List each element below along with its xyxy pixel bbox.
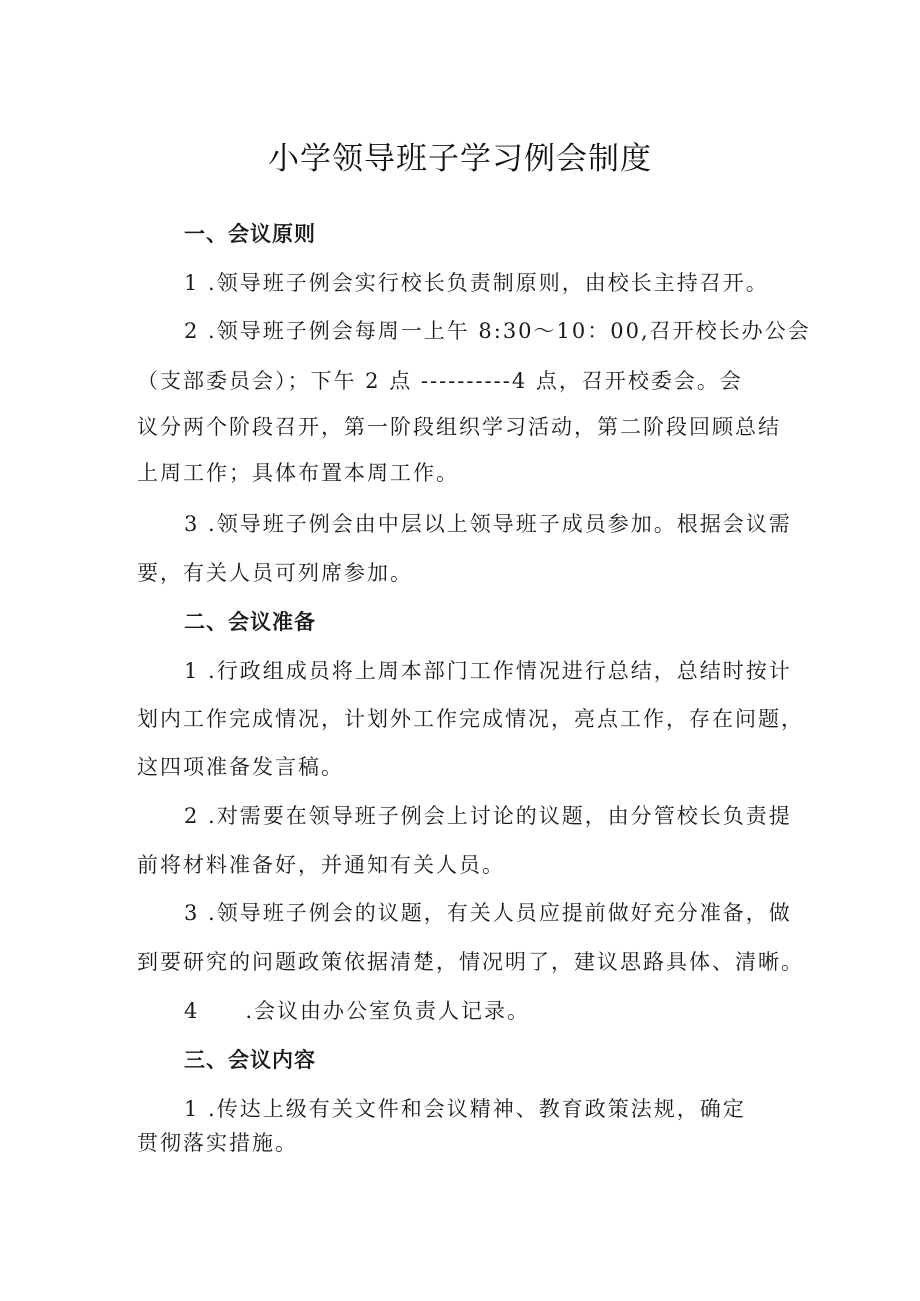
paragraph-line: 2 .领导班子例会每周一上午 8:30～10：00,召开校长办公会 [184,319,811,343]
paragraph-line: 1 .行政组成员将上周本部门工作情况进行总结，总结时按计 [184,659,792,683]
paragraph-line: 上周工作；具体布置本周工作。 [137,461,459,485]
paragraph-line: 前将材料准备好，并通知有关人员。 [137,853,505,877]
paragraph-line: 1 .传达上级有关文件和会议精神、教育政策法规，确定 [184,1097,746,1121]
paragraph-line: （支部委员会）；下午 2 点 ----------4 点，召开校委会。会 [137,369,743,393]
paragraph-line: 3 .领导班子例会由中层以上领导班子成员参加。根据会议需 [184,512,792,536]
paragraph-line: 3 .领导班子例会的议题，有关人员应提前做好充分准备，做 [184,901,792,925]
section-heading-content: 三、会议内容 [184,1048,316,1072]
section-heading-preparation: 二、会议准备 [184,610,316,634]
paragraph-line: 4 .会议由办公室负责人记录。 [184,999,531,1023]
paragraph-line: 贯彻落实措施。 [137,1131,298,1155]
paragraph-line: 议分两个阶段召开，第一阶段组织学习活动，第二阶段回顾总结 [137,415,781,439]
document-title: 小学领导班子学习例会制度 [268,141,652,177]
paragraph-line: 1 .领导班子例会实行校长负责制原则，由校长主持召开。 [184,271,769,295]
paragraph-line: 2 .对需要在领导班子例会上讨论的议题，由分管校长负责提 [184,804,792,828]
paragraph-line: 要，有关人员可列席参加。 [137,561,413,585]
paragraph-line: 划内工作完成情况，计划外工作完成情况，亮点工作，存在问题， [137,707,804,731]
paragraph-line: 这四项准备发言稿。 [137,755,344,779]
section-heading-principles: 一、会议原则 [184,222,316,246]
paragraph-line: 到要研究的问题政策依据清楚，情况明了，建议思路具体、清晰。 [137,950,804,974]
